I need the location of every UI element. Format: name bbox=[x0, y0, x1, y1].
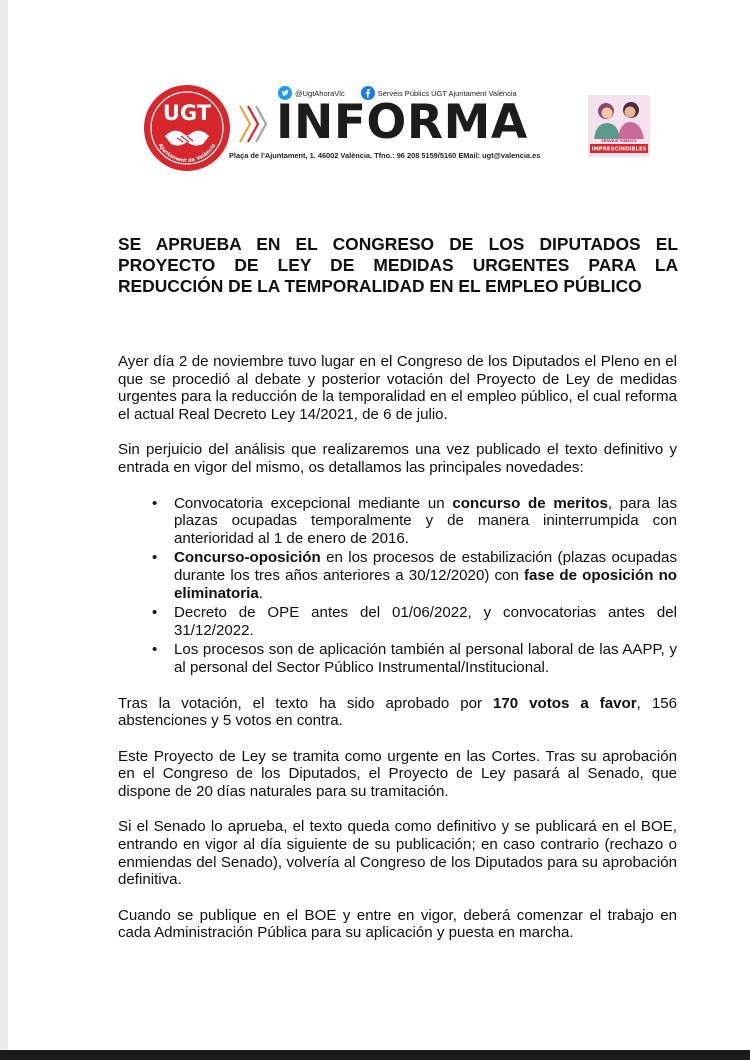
ugt-logo-text: UGT bbox=[162, 101, 212, 125]
ugt-logo bbox=[143, 84, 231, 172]
document-headline bbox=[118, 234, 678, 297]
headline-line-1: SE APRUEBA EN EL CONGRESO DE LOS DIPUTADOS EL bbox=[118, 234, 678, 254]
campaign-label: IMPRESCINDIBLES bbox=[591, 146, 647, 153]
campaign-illustration bbox=[588, 95, 650, 157]
novedades-list bbox=[118, 495, 677, 677]
ugt-logo-subtext: Ajuntament de València bbox=[156, 142, 218, 165]
page-bottom-bar bbox=[0, 1050, 750, 1060]
twitter-handle: @UgtAhoraVlc bbox=[295, 88, 345, 98]
contact-address: Plaça de l'Ajuntament, 1. 46002 València. Tfno.: 96 208 5159/5160 EMail: ugt@valencia.es bbox=[229, 151, 541, 160]
list-item: • Decreto de OPE antes del 01/06/2022, y convocatorias antes del 31/12/2022. bbox=[174, 604, 677, 639]
list-item: • Convocatoria excepcional mediante un concurso de meritos, para las plazas ocupadas temporalmente y de manera ininterrumpida con anterioridad al 1 de enero de 2016. bbox=[174, 495, 677, 548]
facebook-page: Serveis Públics UGT Ajuntament València bbox=[377, 88, 517, 98]
headline-line-2: PROYECTO DE LEY DE MEDIDAS URGENTES PARA LA bbox=[118, 255, 678, 275]
paragraph-preface: Sin perjuicio del análisis que realizaremos una vez publicado el texto definitivo y entrada en vigor del mismo, os detallamos las principales novedades: bbox=[118, 441, 677, 476]
brand-title: INFORMA bbox=[276, 95, 528, 150]
headline-line-3: REDUCCIÓN DE LA TEMPORALIDAD EN EL EMPLEO PÚBLICO bbox=[118, 276, 642, 296]
paragraph-intro: Ayer día 2 de noviembre tuvo lugar en el Congreso de los Diputados el Pleno en el que se procedió al debate y posterior votación del Proyecto de Ley de medidas urgentes para la reducción de la temporalidad en el empleo público, el cual reforma el actual Real Decreto Ley 14/2021, de 6 de julio. bbox=[118, 353, 677, 423]
paragraph-closing: Cuando se publique en el BOE y entre en vigor, deberá comenzar el trabajo en cada Administración Pública para su aplicación y puesta en marcha. bbox=[118, 906, 677, 942]
page-left-edge bbox=[0, 0, 8, 1060]
campaign-top-text: SERVEIS PÚBLICS bbox=[601, 139, 637, 143]
list-item: • Los procesos son de aplicación también al personal laboral de las AAPP, y al personal del Sector Público Instrumental/Institucional. bbox=[174, 641, 677, 676]
chevron-right-icon bbox=[236, 100, 268, 148]
list-item: • Concurso-oposición en los procesos de estabilización (plazas ocupadas durante los tres años anteriores a 30/12/2020) con fase de oposición no eliminatoria. bbox=[174, 549, 677, 602]
paragraph-vote: Tras la votación, el texto ha sido aprobado por 170 votos a favor, 156 abstenciones y 5 votos en contra. bbox=[118, 694, 677, 730]
paragraph-senate-outcome: Si el Senado lo aprueba, el texto queda como definitivo y se publicará en el BOE, entrando en vigor al día siguiente de su publicación; en caso contrario (rechazo o enmiendas del Senado), volvería al Congreso de los Diputados para su aprobación definitiva. bbox=[118, 818, 677, 889]
paragraph-senate-process: Este Proyecto de Ley se tramita como urgente en las Cortes. Tras su aprobación en el Congreso de los Diputados, el Proyecto de Ley pasará al Senado, que dispone de 20 días naturales para su tramitación. bbox=[118, 747, 677, 800]
document-body bbox=[118, 353, 677, 960]
